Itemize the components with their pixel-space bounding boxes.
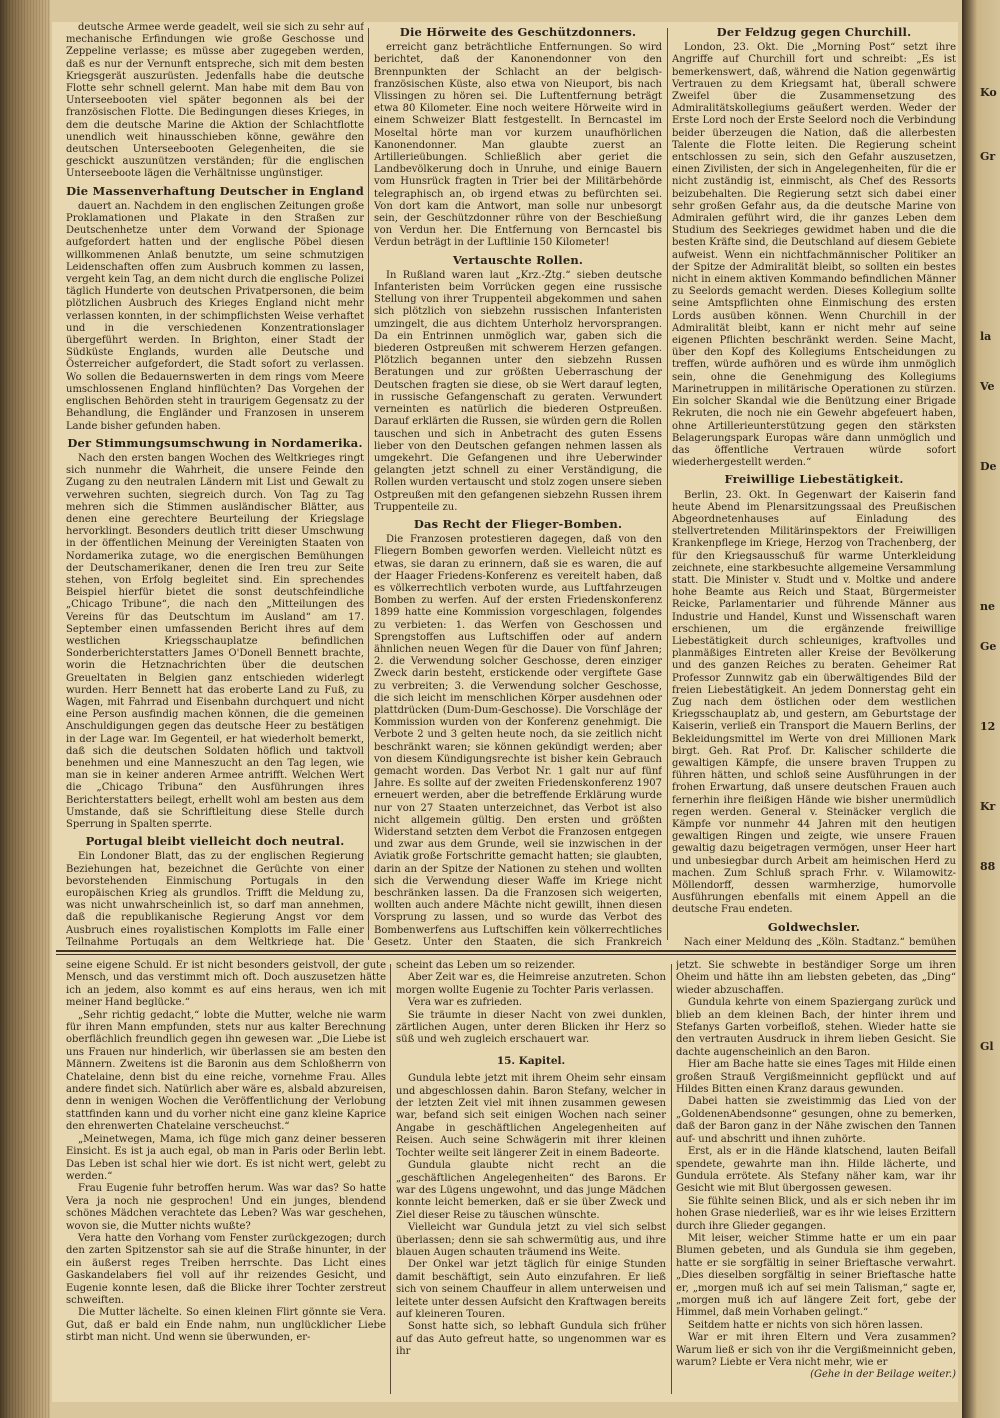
article-paragraph: Sie fühlte seinen Blick, und als er sich neben ihr im hohen Grase niederließ, war es ihr wie leises Erzittern durch ihre Glieder gegangen. — [676, 1195, 956, 1232]
facing-page-fragment: 12 — [980, 720, 996, 733]
article-headline: Die Massenverhaftung Deutscher in England — [66, 183, 364, 198]
article-paragraph: seine eigene Schuld. Er ist nicht besonders geistvoll, der gute Mensch, und das verstimmt mich oft. Doch auszusetzen hätte ich an jedem, also kommt es auf eins heraus, wen ich mit meiner Hand beglücke.“ — [66, 960, 386, 1009]
feuilleton-rule-thin — [56, 954, 956, 955]
article-headline: Vertauschte Rollen. — [452, 252, 584, 267]
feuilleton-rule — [56, 950, 956, 952]
article-paragraph: Der Onkel war jetzt täglich für einige Stunden damit beschäftigt, sein Auto einzufahren. Er ließ sich von seinem Chauffeur in allem unterweisen und leitete unter dessen Aufsicht den Kraftwagen bereits auf kleineren Touren. — [396, 1259, 666, 1320]
article-paragraph: Vera war es zufrieden. — [408, 997, 523, 1009]
column-divider — [667, 28, 668, 940]
article-paragraph: Seitdem hatte er nichts von sich hören lassen. — [688, 1319, 923, 1331]
article-paragraph: War er mit ihren Eltern und Vera zusammen? Warum ließ er sich von ihr die Vergißmeinnicht geben, warum? Liebte er Vera nicht mehr, wie er — [676, 1332, 956, 1368]
newspaper-page — [52, 22, 958, 1402]
facing-page-fragment: Ve — [980, 380, 995, 393]
facing-page-fragment: De — [980, 460, 997, 473]
facing-page-fragment: Kr — [980, 800, 996, 813]
article-paragraph: Nach einer Meldung des „Köln. Stadtanz.“ bemühen — [684, 936, 956, 946]
book-binding — [0, 0, 50, 1418]
article-headline: Goldwechsler. — [767, 919, 861, 934]
column-1 — [66, 22, 364, 946]
article-paragraph: Aber Zeit war es, die Heimreise anzutreten. Schon morgen wollte Eugenie zu Tochter Paris verlassen. — [396, 972, 666, 996]
article-paragraph: In Rußland waren laut „Krz.-Ztg.“ sieben deutsche Infanteristen beim Vorrücken gegen eine russische Stellung von ihrer Truppenteil abgekommen und sahen sich plötzlich von siebzehn russischen Infanteristen umzingelt, die aus dichtem Unterholz hervorsprangen. Da ein Entrinnen unmöglich war, gaben sich die biederen Ostpreußen mit schwerem Herzen gefangen. Plötzlich begannen unter den siebzehn Russen Beratungen und zur größten Ueberraschung der Deutschen fragten sie diese, ob sie Wert darauf legten, in russische Gefangenschaft zu geraten. Verwundert verneinten es natürlich die biederen Ostpreußen. Darauf erklärten die Russen, sie würden gern die Rollen tauschen und sich in Anbetracht des guten Essens lieber von den Deutschen gefangen nehmen lassen als umgekehrt. Die Gefangenen und ihre Ueberwinder gelangten jetzt schnell zu einer Verständigung, die Rollen wurden vertauscht und stolz zogen unsere sieben Ostpreußen mit den gefangenen siebzehn Russen ihrem Truppenteile zu. — [374, 269, 662, 513]
article-headline: Portugal bleibt vielleicht doch neutral. — [85, 834, 345, 849]
column-2 — [374, 22, 662, 946]
feuilleton-column-1 — [66, 960, 386, 1400]
facing-page-fragment: ne — [980, 600, 995, 613]
facing-page-fragment: 88 — [980, 860, 996, 873]
facing-page-fragment: Gl — [980, 1040, 994, 1053]
article-paragraph: „Sehr richtig gedacht,“ lobte die Mutter, welche nie warm für ihren Mann empfunden, stets nur aus kalter Berechnung oberflächlich freundlich gegen ihn gewesen war. „Die Liebe ist uns Frauen nur hinderlich, wir überlassen sie am besten den Männern. Zweitens ist die Baronin aus dem Schloßherrn von Chatelaine, denn bist du eine reiche, vornehme Frau. Alles andere findet sich. Natürlich aber wäre es, alsbald abzureisen, denn in wenigen Wochen die Veröffentlichung der Verlobung stattfinden kann und du vorher nicht eine ganz kleine Kaprice den ehrenwerten Chatelaine verscheuchst.“ — [66, 1009, 386, 1133]
article-headline: Freiwillige Liebestätigkeit. — [724, 472, 904, 487]
facing-page-edge — [962, 0, 1000, 1418]
article-headline: Der Feldzug gegen Churchill. — [716, 25, 912, 39]
article-paragraph: Mit leiser, weicher Stimme hatte er um ein paar Blumen gebeten, und als Gundula sie ihm gegeben, hatte er sie sorgfältig in seiner Brieftasche verwahrt. „Dies dieselben sorgfältig in seiner Brieftasche hatte er, „morgen muß ich auf sei mein Talisman,“ sagte er, „morgen muß ich auf längere Zeit fort, gebe der Himmel, daß mein Vorhaben gelingt.“ — [676, 1232, 956, 1319]
article-paragraph: Sie träumte in dieser Nacht von zwei dunklen, zärtlichen Augen, unter deren Blicken ihr Herz so süß und weh zugleich erschauert war. — [396, 1009, 666, 1046]
article-paragraph: Gundula glaubte nicht recht an die „geschäftlichen Angelegenheiten“ des Barons. Er war des Lügens ungewohnt, und das junge Mädchen konnte leicht bemerken, daß er sie über Zweck und Ziel dieser Reise zu täuschen wünschte. — [396, 1160, 666, 1221]
article-paragraph: dauert an. Nachdem in den englischen Zeitungen große Proklamationen und Plakate in den Straßen zur Deutschenhetze unter dem Vorwand der Spionage aufgefordert hatten und der englische Pöbel diesen willkommenen Anlaß benutzte, um seine schmutzigen Leidenschaften offen zum Ausbruch kommen zu lassen, vergeht kein Tag, an dem nicht durch die englische Polizei täglich Hunderte von deutschen Privatpersonen, die beim plötzlichen Ausbruch des Krieges England nicht mehr verlassen konnten, in der schimpflichsten Weise verhaftet und in die verschiedenen Konzentrationslager übergeführt werden. In Brighton, einer Stadt der Südküste Englands, wurden alle Deutsche und Österreicher aufgefordert, die Stadt sofort zu verlassen. Wo sollen die Bedauernswerten in dem rings vom Meere umschlossenen England hinflüchten? Das Vorgehen der englischen Behörden steht in traurigem Gegensatz zu der Behandlung, die Engländer und Franzosen in unserem Lande bisher gefunden haben. — [66, 200, 364, 432]
article-paragraph: jetzt. Sie schwebte in beständiger Sorge um ihren Oheim und hätte ihn am liebsten gebeten, das „Ding“ wieder abzuschaffen. — [676, 960, 956, 996]
feuilleton-section — [52, 960, 958, 1400]
article-paragraph: Vielleicht war Gundula jetzt zu viel sich selbst überlassen; denn sie sah schwermütig aus, und ihre blauen Augen schauten träumend ins Weite. — [396, 1222, 666, 1258]
article-paragraph: Ein Londoner Blatt, das zu der englischen Regierung Beziehungen hat, bezeichnet die Gerüchte von einer bevorstehenden Einmischung Portugals in den europäischen Krieg als grundlos. Trifft die Meldung zu, was nicht unwahrscheinlich ist, so darf man annehmen, daß die republikanische Regierung Angst vor dem Ausbruch eines royalistischen Komplotts im Falle einer Teilnahme Portugals an dem Weltkriege hat. Die — [66, 851, 364, 946]
article-paragraph: Dabei hatten sie zweistimmig das Lied von der „GoldenenAbendsonne“ gesungen, ohne zu bemerken, daß der Baron ganz in der Nähe zwischen den Tannen auf- und abschritt und ihnen zuhörte. — [676, 1096, 956, 1145]
article-headline: Der Stimmungsumschwung in Nordamerika. — [67, 435, 363, 450]
article-paragraph: Hier am Bache hatte sie eines Tages mit Hilde einen großen Strauß Vergißmeinnicht gepflückt und auf Hildes Bitten einen Kranz daraus gewunden. — [676, 1059, 956, 1096]
article-paragraph: London, 23. Okt. Die „Morning Post“ setzt ihre Angriffe auf Churchill fort und schreibt: „Es ist bemerkenswert, daß, während die Nation gegenwärtig Vertrauen zu dem Kriegsamt hat, überall schwere Zweifel über die Zusammensetzung des Admiralitätskollegiums geäußert werden. Weder der Erste Lord noch der Erste Seelord noch die Verbindung beider überzeugen die Nation, daß die allerbesten Talente die Flotte leiten. Die Regierung scheint entschlossen zu sein, sich den Gefahr auszusetzen, einen Zivilisten, der sich in Angelegenheiten, für die er nicht zuständig ist, einmischt, als Chef des Ressorts beizubehalten. Die Regierung setzt sich dabei einer sehr großen Gefahr aus, da die deutsche Marine von Admiralen geführt wird, die ihr ganzes Leben dem Studium des Seekrieges gewidmet haben und die die besten Kräfte sind, die Deutschland auf diesem Gebiete aufweist. Wenn ein nichtfachmännischer Politiker an der Spitze der Admiralität bleibt, so sollten ein bestes nicht in einem aktiven Kommando befindlichen Männer zu Seelords gemacht werden. Dieses Kollegium sollte seine Amtspflichten ohne Einmischung des ersten Lords ausüben können. Wenn Churchill in der Admiralität bleibt, kann er nicht mehr auf seine eigenen Pflichten beschränkt werden. Seine Macht, über den Kopf des Kollegiums Entscheidungen zu treffen, würde aufhören und es würde ihm unmöglich sein, ohne die Genehmigung des Kollegiums Marinetruppen in militärische Operationen zu stürzen. Ein solcher Skandal wie die Benützung einer Brigade Rekruten, die noch nie ein Gewehr abgefeuert haben, ohne Artillerieunterstützung gegen den stärksten Belagerungspark Europas wäre dann unmöglich und das öffentliche Vertrauen würde sofort wiederhergestellt werden.“ — [672, 42, 956, 469]
feuilleton-column-3 — [676, 960, 956, 1400]
chapter-heading: 15. Kapitel. — [496, 1054, 566, 1067]
article-paragraph: „Meinetwegen, Mama, ich füge mich ganz deiner besseren Einsicht. Es ist ja auch egal, ob man in Paris oder Berlin lebt. Das Leben ist schal hier wie dort. Es ist nicht wert, gelebt zu werden.“ — [66, 1133, 386, 1182]
article-paragraph: Gundula kehrte von einem Spaziergang zurück und blieb an dem kleinen Bach, der hinter ihrem und Stefanys Garten vorbeifloß, stehen. Wieder hatte sie den vertrauten Ausdruck in ihrem lieben Gesicht. Sie dachte augenscheinlich an den Baron. — [676, 997, 956, 1058]
article-paragraph: Die Mutter lächelte. So einen kleinen Flirt gönnte sie Vera. Gut, daß er bald ein Ende nahm, nun unglücklicher Liebe stirbt man nicht. Und wenn sie überwunden, er- — [66, 1307, 386, 1344]
upper-section — [52, 22, 958, 946]
facing-page-fragment: la — [980, 330, 992, 343]
feuilleton-column-2 — [396, 960, 666, 1400]
column-divider — [368, 28, 369, 940]
article-paragraph: scheint das Leben um so reizender. — [396, 960, 576, 971]
article-paragraph: Erst, als er in die Hände klatschend, lauten Beifall spendete, gewahrte man ihn. Hilde lächerte, und Gundula errötete. Als Stefany näher kam, war ihr Gesicht wie mit Blut übergossen gewesen. — [676, 1146, 956, 1195]
article-headline: Die Hörweite des Geschützdonners. — [399, 25, 637, 39]
facing-page-fragment: Ko — [980, 86, 997, 99]
facing-page-fragment: Gr — [980, 150, 996, 163]
article-paragraph: deutsche Armee werde geadelt, weil sie sich zu sehr auf mechanische Erfindungen wie große Geschosse und Zeppeline verlasse; es müsse aber zugegeben werden, daß es nur der Vernunft entspreche, sich mit dem besten Kriegsgerät auszurüsten. Jedenfalls habe die deutsche Flotte sehr schnell gelernt. Man habe mit dem Bau von Unterseebooten viel später begonnen als bei der französischen Flotte. Die Bedingungen dieses Krieges, in dem die deutsche Marine die Aktion der Schlachtflotte unendlich weit hinausschieben könne, gewähre den deutschen Unterseebooten Gelegenheiten, die sie geschickt auszunützen verständen; für die englischen Unterseeboote lägen die Verhältnisse ungünstiger. — [66, 22, 364, 180]
article-paragraph: erreicht ganz beträchtliche Entfernungen. So wird berichtet, daß der Kanonendonner von den Brennpunkten der Schlacht an der belgisch-französischen Küste, also etwa von Nieuport, bis nach Vlissingen zu hören sei. Die Luftentfernung beträgt etwa 80 Kilometer. Eine noch weitere Hörweite wird in einem Schweizer Blatt festgestellt. In Berncastel im Moseltal hörte man vor kurzem unaufhörlichen Kanonendonner. Man glaubte zuerst an Artillerieübungen. Schließlich aber geriet die Landbevölkerung doch in Unruhe, und einige Bauern vom Hunsrück fragten in Trier bei der Militärbehörde telegraphisch an, ob irgend etwas zu befürchten sei. Von dort kam die Antwort, man solle nur unbesorgt sein, der Geschützdonner rühre von der Beschießung von Verdun her. Die Entfernung von Berncastel bis Verdun beträgt in der Luftlinie 150 Kilometer! — [374, 42, 662, 249]
article-paragraph: Vera hatte den Vorhang vom Fenster zurückgezogen; durch den zarten Spitzenstor sah sie auf die Straße hinunter, in der ein äußerst reges Treiben herrschte. Das Licht eines Gaskandelabers fiel voll auf ihr reizendes Gesicht, und Eugenie konnte lesen, daß die Blicke ihrer Tochter zerstreut schweiften. — [66, 1232, 386, 1306]
facing-page-fragment: Ge — [980, 640, 997, 653]
article-headline: Das Recht der Flieger-Bomben. — [413, 516, 623, 531]
article-paragraph: Die Franzosen protestieren dagegen, daß von den Fliegern Bomben geworfen werden. Vielleicht nützt es etwas, sie daran zu erinnern, daß sie es waren, die auf der Haager Friedens-Konferenz es vereitelt haben, daß es völkerrechtlich verboten wurde, aus Luftfahrzeugen Bomben zu werfen. Auf der ersten Friedenskonferenz 1899 hatte eine Kommission vorgeschlagen, folgendes zu verbieten: 1. das Werfen von Geschossen und Sprengstoffen aus Luftschiffen oder auf andern ähnlichen neuen Wegen für die Dauer von fünf Jahren; 2. die Verwendung solcher Geschosse, deren einziger Zweck darin besteht, erstickende oder vergiftete Gase zu verbreiten; 3. die Verwendung solcher Geschosse, die sich leicht im menschlichen Körper ausdehnen oder plattdrücken (Dum-Dum-Geschosse). Die Vorschläge der Kommission wurden von der Konferenz genehmigt. Die Verbote 2 und 3 gelten heute noch, da sie zeitlich nicht beschränkt waren; sie können gekündigt werden; aber von diesem Kündigungsrechte ist bisher kein Gebrauch gemacht worden. Das Verbot Nr. 1 galt nur auf fünf Jahre. Es sollte auf der zweiten Friedenskonferenz 1907 erneuert werden, aber die betreffende Erklärung wurde nur von 27 Staaten unterzeichnet, das Verbot ist also nicht allgemein gültig. Den ersten und größten Widerstand setzten dem Verbot die Franzosen entgegen und zwar aus dem Grunde, weil sie inzwischen in der Aviatik große Fortschritte gemacht hatten; sie glaubten, darin an der Spitze der Nationen zu stehen und wollten sich die Verwendung dieser Waffe im Kriege nicht beschränken lassen. Da die Franzosen sich weigerten, wollten auch andere Mächte nicht gewillt, ihnen diesen Vorsprung zu lassen, und so wurde das Verbot des Bombenwerfens aus Luftschiffen kein völkerrechtliches Gesetz. Unter den Staaten, die sich Frankreich — [374, 534, 662, 946]
column-3 — [672, 22, 956, 946]
article-paragraph: Sonst hatte sich, so lebhaft Gundula sich früher auf das Auto gefreut hatte, so ungenommen war es ihr — [396, 1321, 666, 1358]
article-paragraph: Frau Eugenie fuhr betroffen herum. Was war das? So hatte Vera ja noch nie gesprochen! Und ein junges, blendend schönes Mädchen verachtete das Leben? Was war geschehen, wovon sie, die Mutter nichts wußte? — [66, 1183, 386, 1232]
continuation-note: (Gehe in der Beilage weiter.) — [810, 1369, 956, 1381]
column-divider — [390, 964, 391, 1394]
column-divider — [671, 964, 672, 1394]
article-paragraph: Gundula lebte jetzt mit ihrem Oheim sehr einsam und abgeschlossen dahin. Baron Stefany, welcher in der letzten Zeit viel mit ihnen zusammen gewesen war, befand sich seit einigen Wochen nach seiner Angabe in geschäftlichen Angelegenheiten auf Reisen. Auch seine Schwägerin mit ihrer kleinen Tochter weilte seit längerer Zeit in einem Badeorte. — [396, 1073, 666, 1159]
article-paragraph: Nach den ersten bangen Wochen des Weltkrieges ringt sich nunmehr die Wahrheit, die unsere Feinde den Zugang zu den neutralen Ländern mit List und Gewalt zu verwehren suchten, siegreich durch. Von Tag zu Tag mehren sich die Stimmen ausländischer Blätter, aus denen eine gerechtere Beurteilung der Kriegslage hervorklingt. Besonders deutlich tritt dieser Umschwung in der öffentlichen Meinung der Vereinigten Staaten von Nordamerika zutage, wo die energischen Bemühungen der Deutschamerikaner, denen die Iren treu zur Seite stehen, von Erfolg begleitet sind. Ein sprechendes Beispiel hierfür bietet die sonst deutschfeindliche „Chicago Tribune“, die nach den „Mitteilungen des Vereins für das Deutschtum im Ausland“ am 17. September einen umfassenden Bericht ihres auf dem westlichen Kriegsschauplatze befindlichen Sonderberichterstatters James O'Donell Bennett brachte, worin die Hetznachrichten über die deutschen Greueltaten in Belgien ganz entschieden widerlegt wurden. Herr Bennett hat das eroberte Land zu Fuß, zu Wagen, mit Fahrrad und Eisenbahn durchquert und nicht eine Person ausfindig machen können, die die gemeinen Anschuldigungen gegen das deutsche Heer zu bestätigen in der Lage war. Im Gegenteil, er hat wiederholt bemerkt, daß sich die deutschen Soldaten höflich und taktvoll benehmen und eine Manneszucht an den Tag legen, wie man sie in keiner anderen Armee antrifft. Welchen Wert die „Chicago Tribuna“ den Ausführungen ihres Berichterstatters beilegt, erhellt wohl am besten aus dem Umstande, daß sie Schriftleitung diese Stelle durch Sperrung in Spalten sperrte. — [66, 452, 364, 830]
article-paragraph: Berlin, 23. Okt. In Gegenwart der Kaiserin fand heute Abend im Plenarsitzungssaal des Preußischen Abgeordnetenhauses auf Einladung des stellvertretenden Militärinspektors der Freiwilligen Krankenpflege im Kriege, Herzog von Trachenberg, der für den Kriegsausschuß für warme Unterkleidung zeichnete, eine starkbesuchte allgemeine Versammlung statt. Die Minister v. Studt und v. Moltke und andere hohe Beamte aus Reich und Staat, Bürgermeister Reicke, Parlamentarier und führende Männer aus Industrie und Handel, Kunst und Wissenschaft waren erschienen, um die ergänzende freiwillige Liebestätigkeit durch schleuniges, kraftvolles und planmäßiges Eintreten aller Kreise der Bevölkerung und des ganzen Reiches zu beraten. Geheimer Rat Professor Zunnwitz gab ein überwältigendes Bild der freien Liebestätigkeit. An jedem Donnerstag geht ein Zug nach dem östlichen oder dem westlichen Kriegsschauplatz ab, und gestern, am Geburtstage der Kaiserin, verließ ein Transport die Mauern Berlins, der Bekleidungsmittel im Werte von drei Millionen Mark birgt. Geh. Rat Prof. Dr. Kalischer schilderte die gewaltigen Kämpfe, die unsere braven Truppen zu führen hätten, und schloß seine Ausführungen in der frohen Erwartung, daß unsere deutschen Frauen auch fernerhin ihre fleißigen Hände wie bisher unermüdlich regen werden. General v. Steinäcker verglich die Kämpfe vor nunmehr 44 Jahren mit den heutigen gewaltigen Ringen und zeigte, wie unsere Frauen gewaltig dazu beigetragen vermögen, unser Heer hart und unbesiegbar durch Arbeit am heimischen Herd zu machen. Zum Schluß sprach Frhr. v. Wilamowitz-Möllendorff, dessen warmherzige, humorvolle Ausführungen ebenfalls mit einem Appell an die deutsche Frau endeten. — [672, 489, 956, 916]
